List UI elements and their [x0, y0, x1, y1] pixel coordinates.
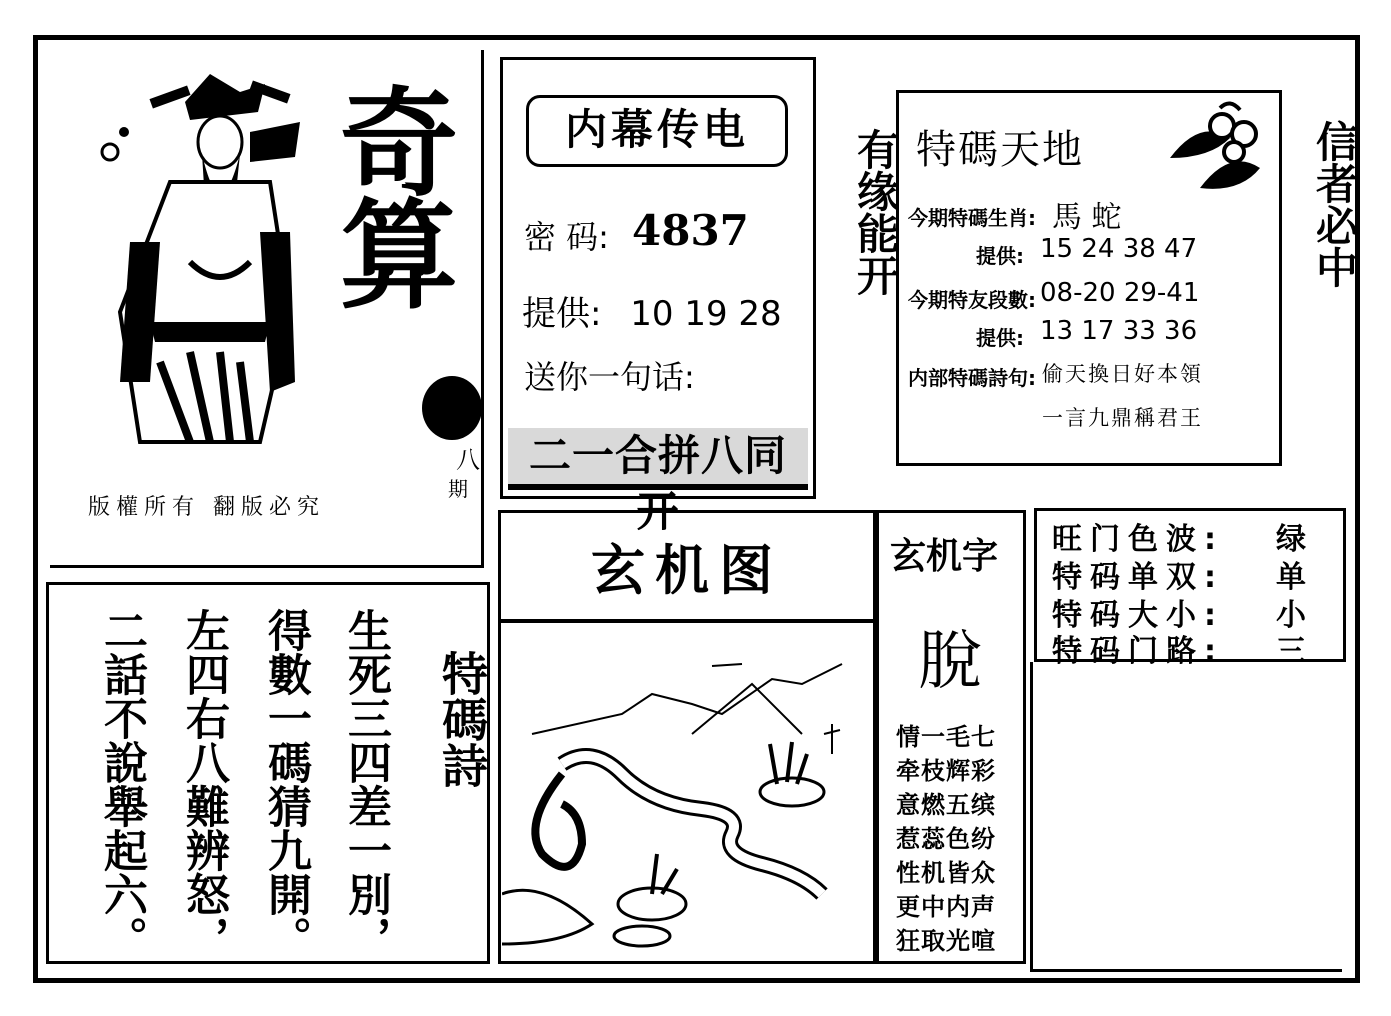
riddle-line: 更中内声 — [896, 893, 996, 921]
stats-label: 特码单双 — [1052, 560, 1204, 595]
riddle-line: 意燃五缤 — [896, 791, 996, 819]
stats-label: 特码门路 — [1052, 634, 1204, 669]
riddle-word-char: 脫 — [918, 625, 982, 699]
insider-offer-row — [522, 286, 782, 335]
side-slogan-right: 信者必中 — [1310, 120, 1359, 288]
svg-text:期: 期 — [448, 477, 468, 498]
offer1-label: 提供: — [976, 244, 1024, 268]
poem-column: 生死三四差一別， — [340, 608, 391, 960]
poem-line-2: 一言九鼎稱君王 — [1042, 406, 1203, 430]
riddle-line: 情一毛七 — [896, 723, 996, 751]
offer-values: 10 19 28 — [630, 294, 782, 334]
copyright-notice: 版權所有 翻版必究 — [88, 495, 325, 520]
password-value: 4837 — [632, 206, 749, 255]
offer1-value: 15 24 38 47 — [1040, 234, 1198, 264]
stats-row: 特码单双: — [1052, 560, 1224, 595]
offer2-value: 13 17 33 36 — [1040, 316, 1198, 346]
stats-value: 三 — [1276, 634, 1306, 669]
offer2-label: 提供: — [976, 326, 1024, 350]
saying-phrase: 二一合拼八同开 — [508, 428, 808, 490]
poem-column: 左四右八難辨怒， — [178, 608, 229, 960]
insider-title: 内幕传电 — [526, 95, 788, 167]
riddle-line: 狂取光喧 — [896, 927, 996, 955]
title-qisuan: 奇算 — [340, 74, 455, 325]
special-code-title: 特碼天地 — [916, 127, 1084, 173]
stats-value: 小 — [1276, 598, 1306, 633]
stats-row: 特码大小: — [1052, 598, 1224, 633]
stats-value: 单 — [1276, 560, 1306, 595]
poem-column: 得數一碼猜九開。 — [260, 608, 311, 960]
riddle-line: 惹蕊色纷 — [896, 825, 996, 853]
segment-value: 08-20 29-41 — [1040, 278, 1200, 308]
deity-figure-illustration — [90, 62, 310, 462]
riddle-line: 性机皆众 — [896, 859, 996, 887]
poem-line-1: 偷天換日好本領 — [1042, 362, 1203, 386]
poem-column: 二話不說舉起六。 — [96, 608, 147, 960]
saying-label: 送你一句话: — [524, 358, 695, 396]
offer-label: 提供: — [522, 294, 602, 334]
riddle-picture-title: 玄机图 — [591, 539, 783, 602]
stats-label: 特码大小 — [1052, 598, 1204, 633]
segment-label: 今期特友段數: — [908, 288, 1036, 312]
stats-value: 绿 — [1276, 522, 1306, 557]
svg-text:八: 八 — [456, 446, 480, 474]
password-label: 密 码: — [524, 218, 609, 256]
zodiac-label: 今期特碼生肖: — [908, 206, 1036, 230]
issue-badge-decoration — [412, 368, 482, 498]
zodiac-value: 馬 蛇 — [1052, 200, 1122, 235]
poem-title: 特碼詩 — [435, 650, 489, 788]
riddle-word-title: 玄机字 — [890, 536, 999, 577]
grape-cluster-icon — [1160, 98, 1272, 198]
stats-label: 旺门色波 — [1052, 522, 1204, 557]
poem-label: 内部特碼詩句: — [908, 366, 1036, 390]
stats-row: 旺门色波: — [1052, 522, 1224, 557]
snake-landscape-illustration — [502, 624, 872, 960]
riddle-line: 牵枝辉彩 — [896, 757, 996, 785]
blank-panel — [1030, 662, 1342, 972]
riddle-word-lines — [896, 720, 996, 958]
stats-row: 特码门路: — [1052, 634, 1224, 669]
side-slogan-left: 有缘能开 — [851, 128, 900, 296]
